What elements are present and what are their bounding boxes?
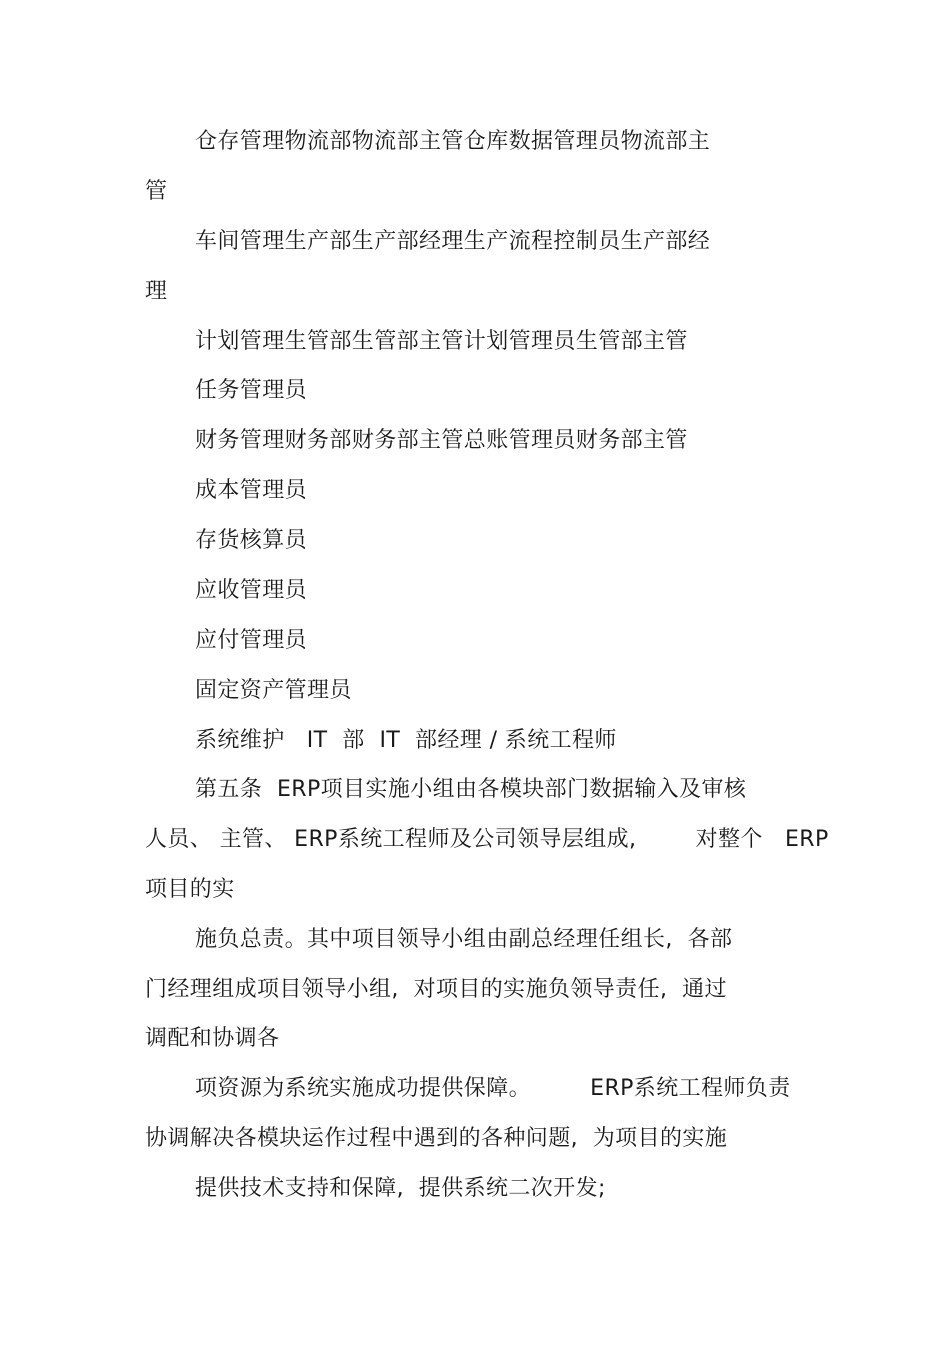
text-line: 车间管理生产部生产部经理生产流程控制员生产部经 [195,229,711,254]
text-line: 仓存管理物流部物流部主管仓库数据管理员物流部主 [195,129,711,154]
text-line: 应付管理员 [195,628,308,653]
text-line: 应收管理员 [195,578,308,603]
text-line: 人员、 主管、 ERP系统工程师及公司领导层组成, 对整个 ERP [145,827,829,852]
text-line: 施负总责。其中项目领导小组由副总经理任组长, 各部 [195,927,733,952]
text-line: 计划管理生管部生管部主管计划管理员生管部主管 [195,329,688,354]
text-line: 门经理组成项目领导小组, 对项目的实施负领导责任, 通过 [145,977,727,1002]
text-line: 财务管理财务部财务部主管总账管理员财务部主管 [195,428,688,453]
text-line: 理 [145,279,168,304]
text-line: 项资源为系统实施成功提供保障。 ERP系统工程师负责 [195,1076,791,1101]
text-line: 任务管理员 [195,378,308,403]
text-line: 管 [145,179,168,204]
text-line: 第五条 ERP项目实施小组由各模块部门数据输入及审核 [195,777,747,802]
text-line: 系统维护 IT 部 IT 部经理 / 系统工程师 [195,728,617,753]
text-line: 成本管理员 [195,478,308,503]
text-line: 调配和协调各 [145,1026,280,1051]
text-line: 提供技术支持和保障, 提供系统二次开发; [195,1176,606,1201]
text-line: 协调解决各模块运作过程中遇到的各种问题, 为项目的实施 [145,1126,728,1151]
text-line: 固定资产管理员 [195,678,352,703]
text-line: 存货核算员 [195,528,308,553]
text-line: 项目的实 [145,877,235,902]
